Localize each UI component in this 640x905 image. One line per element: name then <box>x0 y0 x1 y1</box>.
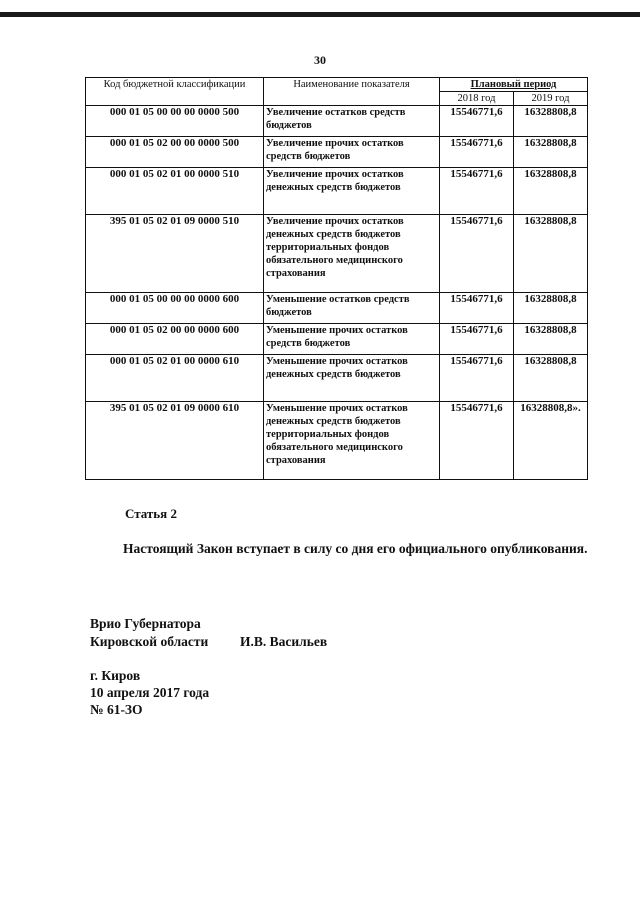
row-code: 000 01 05 02 01 00 0000 510 <box>86 168 264 215</box>
row-name: Увеличение прочих остатков денежных средств бюджетов <box>264 168 440 215</box>
header-year-2019: 2019 год <box>514 92 588 106</box>
table-row <box>86 324 588 355</box>
table-row <box>86 137 588 168</box>
table-row <box>86 106 588 137</box>
row-value-2019: 16328808,8 <box>514 106 588 137</box>
row-value-2019: 16328808,8 <box>514 293 588 324</box>
row-code: 395 01 05 02 01 09 0000 610 <box>86 402 264 480</box>
row-code: 000 01 05 00 00 00 0000 600 <box>86 293 264 324</box>
document-city: г. Киров <box>90 668 141 683</box>
row-name: Уменьшение прочих остатков средств бюджетов <box>264 324 440 355</box>
row-value-2018: 15546771,6 <box>440 355 514 402</box>
row-value-2018: 15546771,6 <box>440 215 514 293</box>
header-period <box>440 78 588 92</box>
row-value-2019: 16328808,8». <box>514 402 588 480</box>
article-text: Настоящий Закон вступает в силу со дня его официального опубликования. <box>123 541 588 556</box>
row-value-2018: 15546771,6 <box>440 168 514 215</box>
row-code: 000 01 05 02 01 00 0000 610 <box>86 355 264 402</box>
table-row <box>86 168 588 215</box>
row-value-2019: 16328808,8 <box>514 215 588 293</box>
document-date: 10 апреля 2017 года <box>90 685 210 700</box>
row-value-2019: 16328808,8 <box>514 355 588 402</box>
header-year-2018: 2018 год <box>440 92 514 106</box>
scan-top-border <box>0 12 640 17</box>
document-number: № 61-ЗО <box>90 702 143 717</box>
row-value-2019: 16328808,8 <box>514 324 588 355</box>
row-value-2018: 15546771,6 <box>440 293 514 324</box>
signature-name: И.В. Васильев <box>240 634 328 649</box>
page-number: 30 <box>314 53 326 67</box>
row-name: Уменьшение остатков средств бюджетов <box>264 293 440 324</box>
row-value-2018: 15546771,6 <box>440 324 514 355</box>
header-code: Код бюджетной классификации <box>86 78 264 106</box>
row-name: Уменьшение прочих остатков денежных средств бюджетов территориальных фондов обязательного медицинского страхования <box>264 402 440 480</box>
row-value-2019: 16328808,8 <box>514 137 588 168</box>
row-value-2019: 16328808,8 <box>514 168 588 215</box>
row-code: 000 01 05 02 00 00 0000 600 <box>86 324 264 355</box>
row-code: 000 01 05 02 00 00 0000 500 <box>86 137 264 168</box>
row-name: Уменьшение прочих остатков денежных средств бюджетов <box>264 355 440 402</box>
row-value-2018: 15546771,6 <box>440 402 514 480</box>
signature-position-line1: Врио Губернатора <box>90 616 201 631</box>
row-value-2018: 15546771,6 <box>440 106 514 137</box>
table-row <box>86 293 588 324</box>
table-row <box>86 355 588 402</box>
row-code: 000 01 05 00 00 00 0000 500 <box>86 106 264 137</box>
row-name: Увеличение остатков средств бюджетов <box>264 106 440 137</box>
header-period-label: Плановый период <box>470 79 557 90</box>
signature-position-line2: Кировской области <box>90 634 209 649</box>
budget-sources-table <box>85 77 588 480</box>
header-name: Наименование показателя <box>264 78 440 106</box>
row-name: Увеличение прочих остатков средств бюджетов <box>264 137 440 168</box>
row-code: 395 01 05 02 01 09 0000 510 <box>86 215 264 293</box>
table-row <box>86 215 588 293</box>
article-title: Статья 2 <box>125 506 177 521</box>
table-row <box>86 402 588 480</box>
row-name: Увеличение прочих остатков денежных средств бюджетов территориальных фондов обязательного медицинского страхования <box>264 215 440 293</box>
row-value-2018: 15546771,6 <box>440 137 514 168</box>
